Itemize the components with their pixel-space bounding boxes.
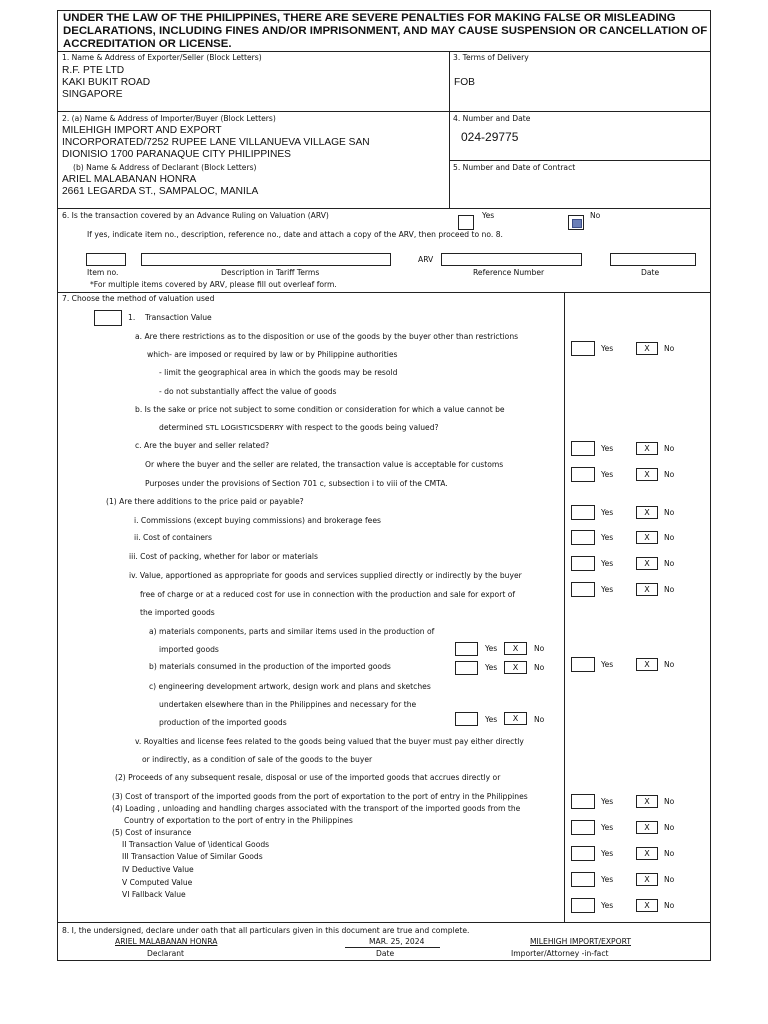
method-vi: VI Fallback Value — [122, 890, 186, 899]
arv-col-date: Date — [641, 268, 660, 277]
question-c-line-3: Purposes under the provisions of Section 701 c, subsection i to viii of the CMTA. — [145, 479, 448, 488]
no-label: No — [664, 797, 675, 806]
no-label: No — [664, 901, 675, 910]
divider — [449, 51, 450, 208]
yes-label: Yes — [601, 901, 614, 910]
no-checkbox-checked[interactable]: X — [636, 847, 658, 860]
addition-v-line-1: v. Royalties and license fees related to the goods being valued that the buyer must pay either directly — [135, 737, 524, 746]
addition-iv-line-2: free of charge or at a reduced cost for use in connection with the production and sale for export of — [140, 590, 516, 599]
question-a-line-1: a. Are there restrictions as to the disposition or use of the goods by the buyer other than restrictions — [135, 332, 519, 341]
no-checkbox-checked[interactable]: X — [636, 342, 658, 355]
no-label: No — [664, 660, 675, 669]
transport-cost: (3) Cost of transport of the imported goods from the port of exportation to the port of entry in the Philippines — [112, 792, 528, 801]
yes-checkbox[interactable] — [571, 530, 595, 545]
number-date-label: 4. Number and Date — [453, 114, 531, 123]
method-ii: II Transaction Value of \identical Goods — [122, 840, 270, 849]
question-b-text: determined — [159, 423, 203, 432]
question-b-text-2: with respect to the goods being valued? — [285, 423, 439, 432]
question-c-line-1: c. Are the buyer and seller related? — [135, 441, 270, 450]
method-heading: 7. Choose the method of valuation used — [62, 294, 215, 303]
yes-label: Yes — [601, 508, 614, 517]
declarant-line-2: 2661 LEGARDA ST., SAMPALOC, MANILA — [62, 186, 259, 197]
divider — [57, 51, 711, 52]
sub-a-line-2: imported goods — [159, 645, 219, 654]
importer-signature: MILEHIGH IMPORT/EXPORT — [530, 937, 631, 946]
arv-no-checkbox[interactable] — [568, 215, 584, 230]
transaction-value-checkbox[interactable] — [94, 310, 122, 326]
arv-description-field[interactable] — [141, 253, 391, 266]
yes-label: Yes — [485, 663, 498, 672]
tv-number: 1. — [128, 313, 136, 322]
no-label: No — [534, 663, 545, 672]
divider — [57, 111, 711, 112]
yes-checkbox[interactable] — [571, 872, 595, 887]
yes-checkbox[interactable] — [571, 794, 595, 809]
declarant-caption: Declarant — [147, 949, 185, 958]
no-checkbox-checked[interactable]: X — [636, 531, 658, 544]
addition-iv-line-3: the imported goods — [140, 608, 215, 617]
yes-checkbox[interactable] — [571, 820, 595, 835]
no-label: No — [534, 715, 545, 724]
importer-line-3: DIONISIO 1700 PARANAQUE CITY PHILIPPINES — [62, 149, 291, 160]
yes-label: Yes — [601, 444, 614, 453]
exporter-line-2: KAKI BUKIT ROAD — [62, 77, 151, 88]
arv-yes-label: Yes — [482, 211, 495, 220]
yes-checkbox[interactable] — [455, 642, 478, 656]
no-checkbox-checked[interactable]: X — [636, 795, 658, 808]
declaration-date: MAR. 25, 2024 — [369, 937, 425, 946]
question-b-line-1: b. Is the sake or price not subject to some condition or consideration for which a value cannot be — [135, 405, 505, 414]
yes-label: Yes — [601, 585, 614, 594]
method-iv: IV Deductive Value — [122, 865, 194, 874]
no-checkbox-checked[interactable]: X — [504, 712, 527, 725]
arv-col-desc: Description in Tariff Terms — [221, 268, 320, 277]
date-underline — [345, 947, 440, 948]
yes-label: Yes — [601, 533, 614, 542]
arv-note: *For multiple items covered by ARV, please fill out overleaf form. — [90, 280, 337, 289]
terms-label: 3. Terms of Delivery — [453, 53, 529, 62]
loading-charges-cont: Country of exportation to the port of entry in the Philippines — [124, 816, 353, 825]
no-checkbox-checked[interactable]: X — [504, 661, 527, 674]
no-checkbox-checked[interactable]: X — [636, 873, 658, 886]
divider — [57, 922, 711, 923]
yes-checkbox[interactable] — [571, 341, 595, 356]
exporter-line-3: SINGAPORE — [62, 89, 123, 100]
sub-a-line-1: a) materials components, parts and similar items used in the production of — [149, 627, 435, 636]
question-b-filled-value: STL LOGISTICSDERRY — [205, 423, 284, 432]
exporter-label: 1. Name & Address of Exporter/Seller (Block Letters) — [62, 53, 262, 62]
no-label: No — [664, 585, 675, 594]
terms-value: FOB — [454, 77, 475, 88]
yes-checkbox[interactable] — [455, 661, 478, 675]
no-checkbox-checked[interactable]: X — [636, 442, 658, 455]
yes-label: Yes — [601, 797, 614, 806]
exporter-line-1: R.F. PTE LTD — [62, 65, 125, 76]
importer-line-2: INCORPORATED/7252 RUPEE LANE VILLANUEVA VILLAGE SAN — [62, 137, 370, 148]
question-a-line-3: - limit the geographical area in which the goods may be resold — [159, 368, 398, 377]
no-label: No — [664, 559, 675, 568]
no-checkbox-checked[interactable]: X — [636, 468, 658, 481]
arv-date-field[interactable] — [610, 253, 696, 266]
divider — [564, 292, 565, 922]
contract-label: 5. Number and Date of Contract — [453, 163, 576, 172]
yes-checkbox[interactable] — [571, 467, 595, 482]
proceeds-question: (2) Proceeds of any subsequent resale, disposal or use of the imported goods that accrues directly or — [115, 773, 501, 782]
declaration-text: 8. I, the undersigned, declare under oath that all particulars given in this document are true and complete. — [62, 926, 470, 935]
yes-label: Yes — [485, 715, 498, 724]
yes-label: Yes — [601, 823, 614, 832]
arv-item-no-field[interactable] — [86, 253, 126, 266]
no-checkbox-checked[interactable]: X — [636, 899, 658, 912]
question-b-line-2 — [159, 423, 439, 432]
legal-warning: UNDER THE LAW OF THE PHILIPPINES, THERE ARE SEVERE PENALTIES FOR MAKING FALSE OR MISLEADING DECLARATIONS, INCLUDING FINES AND/OR IMPRISONMENT, AND MAY CAUSE SUSPENSION OR CANCELLATION OF ACCREDITATION OR LICENSE. — [63, 12, 708, 50]
yes-checkbox[interactable] — [571, 441, 595, 456]
arv-question: 6. Is the transaction covered by an Advance Ruling on Valuation (ARV) — [62, 211, 329, 220]
sub-c-line-1: c) engineering development artwork, design work and plans and sketches — [149, 682, 431, 691]
additions-question: (1) Are there additions to the price paid or payable? — [106, 497, 304, 506]
no-label: No — [664, 344, 675, 353]
yes-checkbox[interactable] — [455, 712, 478, 726]
no-label: No — [664, 823, 675, 832]
arv-col-ref: Reference Number — [473, 268, 545, 277]
arv-no-label: No — [590, 211, 601, 220]
question-c-line-2: Or where the buyer and the seller are related, the transaction value is acceptable for customs — [145, 460, 504, 469]
method-iii: III Transaction Value of Similar Goods — [122, 852, 263, 861]
yes-label: Yes — [601, 875, 614, 884]
no-label: No — [664, 875, 675, 884]
yes-label: Yes — [601, 660, 614, 669]
question-a-line-2: which- are imposed or required by law or by Philippine authorities — [147, 350, 398, 359]
addition-iv-line-1: iv. Value, apportioned as appropriate for goods and services supplied directly or indirectly by the buyer — [129, 571, 522, 580]
arv-label: ARV — [418, 255, 434, 264]
no-label: No — [664, 444, 675, 453]
declarant-line-1: ARIEL MALABANAN HONRA — [62, 174, 197, 185]
importer-line-1: MILEHIGH IMPORT AND EXPORT — [62, 125, 222, 136]
no-checkbox-checked[interactable]: X — [636, 658, 658, 671]
no-label: No — [664, 470, 675, 479]
yes-checkbox[interactable] — [571, 898, 595, 913]
insurance-cost: (5) Cost of insurance — [112, 828, 192, 837]
no-label: No — [664, 508, 675, 517]
divider — [57, 208, 711, 209]
importer-label: 2. (a) Name & Address of Importer/Buyer (Block Letters) — [62, 114, 276, 123]
date-caption: Date — [376, 949, 395, 958]
tv-label: Transaction Value — [145, 313, 212, 322]
addition-v-line-2: or indirectly, as a condition of sale of the goods to the buyer — [142, 755, 373, 764]
checked-mark-icon — [572, 219, 582, 228]
yes-label: Yes — [485, 644, 498, 653]
yes-checkbox[interactable] — [571, 505, 595, 520]
sub-b: b) materials consumed in the production of the imported goods — [149, 662, 391, 671]
sub-c-line-3: production of the imported goods — [159, 718, 287, 727]
yes-label: Yes — [601, 849, 614, 858]
question-a-line-4: - do not substantially affect the value of goods — [159, 387, 337, 396]
no-checkbox-checked[interactable]: X — [636, 557, 658, 570]
loading-charges: (4) Loading , unloading and handling charges associated with the transport of the imported goods from the — [112, 804, 521, 813]
yes-checkbox[interactable] — [571, 556, 595, 571]
yes-checkbox[interactable] — [571, 846, 595, 861]
yes-label: Yes — [601, 470, 614, 479]
arv-yes-checkbox[interactable] — [458, 215, 474, 230]
no-label: No — [534, 644, 545, 653]
yes-checkbox[interactable] — [571, 582, 595, 597]
no-checkbox-checked[interactable]: X — [636, 821, 658, 834]
yes-checkbox[interactable] — [571, 657, 595, 672]
arv-col-item: Item no. — [87, 268, 119, 277]
divider — [57, 292, 711, 293]
no-checkbox-checked[interactable]: X — [636, 583, 658, 596]
no-checkbox-checked[interactable]: X — [504, 642, 527, 655]
arv-reference-field[interactable] — [441, 253, 582, 266]
addition-ii: ii. Cost of containers — [134, 533, 213, 542]
declarant-label: (b) Name & Address of Declarant (Block Letters) — [73, 163, 257, 172]
addition-iii: iii. Cost of packing, whether for labor or materials — [129, 552, 318, 561]
divider — [449, 160, 711, 161]
no-checkbox-checked[interactable]: X — [636, 506, 658, 519]
yes-label: Yes — [601, 559, 614, 568]
declarant-name: ARIEL MALABANAN HONRA — [115, 937, 218, 946]
importer-caption: Importer/Attorney -in-fact — [511, 949, 609, 958]
addition-i: i. Commissions (except buying commissions) and brokerage fees — [134, 516, 381, 525]
yes-label: Yes — [601, 344, 614, 353]
no-label: No — [664, 533, 675, 542]
sub-c-line-2: undertaken elsewhere than in the Philippines and necessary for the — [159, 700, 417, 709]
number-date-value: 024-29775 — [461, 130, 519, 144]
arv-instruction: If yes, indicate item no., description, reference no., date and attach a copy of the ARV, then proceed to no. 8. — [87, 230, 503, 239]
method-v: V Computed Value — [122, 878, 193, 887]
no-label: No — [664, 849, 675, 858]
